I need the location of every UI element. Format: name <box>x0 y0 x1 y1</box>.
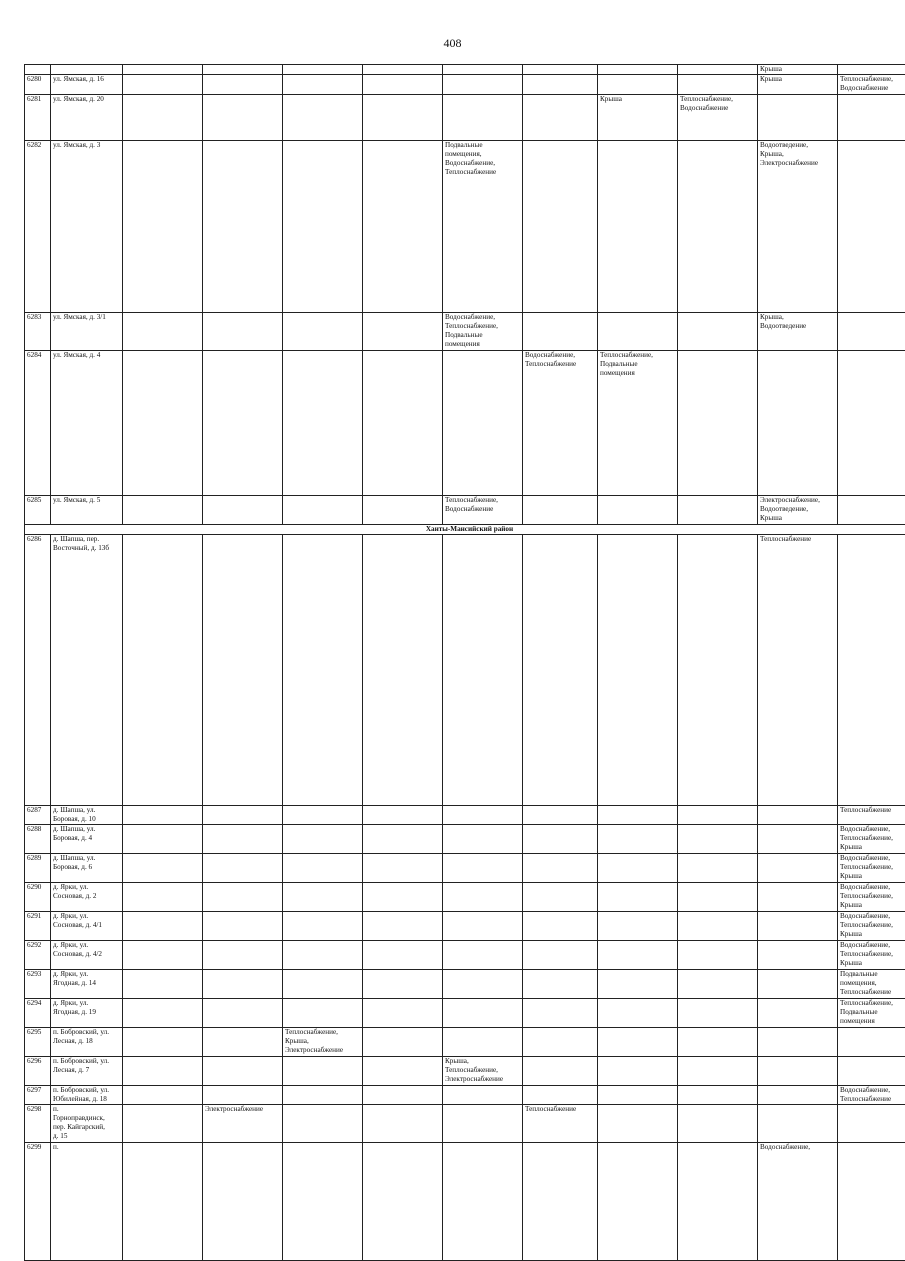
work-type-cell: Водоотведение, Крыша, Электроснабжение <box>758 141 838 313</box>
work-type-cell <box>283 351 363 496</box>
work-type-cell <box>678 1105 758 1143</box>
work-type-cell <box>283 1057 363 1086</box>
work-type-cell <box>363 65 443 75</box>
region-header-row <box>25 525 905 535</box>
work-type-cell <box>523 95 598 141</box>
table-row <box>25 535 905 806</box>
work-type-cell: Теплоснабжение, Крыша, Электроснабжение <box>283 1028 363 1057</box>
work-type-cell <box>363 854 443 883</box>
work-type-cell <box>523 912 598 941</box>
work-type-cell <box>283 1143 363 1261</box>
work-type-cell <box>203 496 283 525</box>
table-row <box>25 806 905 825</box>
work-type-cell <box>758 941 838 970</box>
work-type-cell <box>283 912 363 941</box>
table-row <box>25 313 905 351</box>
work-type-cell <box>598 999 678 1028</box>
table-row <box>25 825 905 854</box>
registry-table-body <box>25 65 905 1261</box>
work-type-cell <box>443 825 523 854</box>
work-type-cell <box>203 825 283 854</box>
work-type-cell <box>363 825 443 854</box>
work-type-cell: Водоснабжение, Теплоснабжение, Крыша <box>838 912 905 941</box>
work-type-cell <box>283 535 363 806</box>
work-type-cell: Электроснабжение <box>203 1105 283 1143</box>
work-type-cell <box>838 1105 905 1143</box>
work-type-cell: Теплоснабжение, Подвальные помещения <box>838 999 905 1028</box>
work-type-cell <box>123 65 203 75</box>
work-type-cell: Теплоснабжение, Водоснабжение <box>838 75 905 95</box>
work-type-cell <box>443 941 523 970</box>
work-type-cell <box>363 912 443 941</box>
work-type-cell <box>523 1086 598 1105</box>
work-type-cell <box>523 496 598 525</box>
work-type-cell <box>283 941 363 970</box>
work-type-cell <box>523 1057 598 1086</box>
work-type-cell <box>203 75 283 95</box>
work-type-cell <box>283 883 363 912</box>
work-type-cell <box>203 95 283 141</box>
work-type-cell <box>123 999 203 1028</box>
work-type-cell <box>443 912 523 941</box>
work-type-cell: Подвальные помещения, Водоснабжение, Теплоснабжение <box>443 141 523 313</box>
work-type-cell <box>838 65 905 75</box>
table-row <box>25 1057 905 1086</box>
address-cell: п. Бобровский, ул. Лесная, д. 7 <box>51 1057 123 1086</box>
work-type-cell <box>203 141 283 313</box>
work-type-cell: Водоснабжение, Теплоснабжение <box>838 1086 905 1105</box>
work-type-cell <box>838 1028 905 1057</box>
work-type-cell <box>678 65 758 75</box>
work-type-cell <box>443 854 523 883</box>
work-type-cell <box>523 141 598 313</box>
work-type-cell: Теплоснабжение <box>523 1105 598 1143</box>
row-number: 6299 <box>25 1143 51 1261</box>
work-type-cell <box>203 1028 283 1057</box>
work-type-cell <box>758 883 838 912</box>
address-cell: п. Бобровский, ул. Лесная, д. 18 <box>51 1028 123 1057</box>
work-type-cell <box>838 95 905 141</box>
region-title: Ханты-Мансийский район <box>25 525 905 535</box>
work-type-cell <box>123 1028 203 1057</box>
work-type-cell <box>598 941 678 970</box>
work-type-cell <box>758 854 838 883</box>
table-row <box>25 141 905 313</box>
work-type-cell <box>363 941 443 970</box>
work-type-cell: Водоснабжение, Теплоснабжение, Подвальные помещения <box>443 313 523 351</box>
address-cell <box>51 65 123 75</box>
work-type-cell <box>443 1143 523 1261</box>
work-type-cell <box>598 141 678 313</box>
work-type-cell <box>283 854 363 883</box>
work-type-cell <box>203 1086 283 1105</box>
work-type-cell <box>598 535 678 806</box>
work-type-cell <box>363 1057 443 1086</box>
work-type-cell <box>598 1057 678 1086</box>
address-cell: ул. Ямская, д. 3 <box>51 141 123 313</box>
row-number: 6291 <box>25 912 51 941</box>
work-type-cell <box>758 970 838 999</box>
work-type-cell <box>678 912 758 941</box>
work-type-cell <box>523 806 598 825</box>
work-type-cell <box>758 1086 838 1105</box>
work-type-cell: Теплоснабжение <box>838 806 905 825</box>
address-cell: ул. Ямская, д. 3/1 <box>51 313 123 351</box>
work-type-cell <box>363 883 443 912</box>
address-cell: д. Ярки, ул. Сосновая, д. 4/1 <box>51 912 123 941</box>
address-cell: д. Шапша, ул. Боровая, д. 10 <box>51 806 123 825</box>
row-number: 6285 <box>25 496 51 525</box>
work-type-cell <box>443 65 523 75</box>
row-number: 6298 <box>25 1105 51 1143</box>
row-number: 6282 <box>25 141 51 313</box>
table-row <box>25 95 905 141</box>
table-row <box>25 970 905 999</box>
work-type-cell: Электроснабжение, Водоотведение, Крыша <box>758 496 838 525</box>
work-type-cell <box>598 806 678 825</box>
table-row <box>25 883 905 912</box>
work-type-cell <box>123 970 203 999</box>
work-type-cell <box>598 1028 678 1057</box>
work-type-cell <box>443 806 523 825</box>
work-type-cell <box>363 1028 443 1057</box>
work-type-cell <box>123 1086 203 1105</box>
work-type-cell: Теплоснабжение <box>758 535 838 806</box>
work-type-cell <box>758 1028 838 1057</box>
work-type-cell <box>838 1143 905 1261</box>
work-type-cell <box>598 970 678 999</box>
address-cell: д. Шапша, ул. Боровая, д. 4 <box>51 825 123 854</box>
work-type-cell <box>363 1105 443 1143</box>
table-row <box>25 854 905 883</box>
address-cell: д. Ярки, ул. Ягодная, д. 14 <box>51 970 123 999</box>
work-type-cell <box>123 141 203 313</box>
work-type-cell: Водоснабжение, Теплоснабжение, Крыша <box>838 941 905 970</box>
work-type-cell <box>123 1143 203 1261</box>
work-type-cell <box>523 825 598 854</box>
row-number <box>25 65 51 75</box>
work-type-cell <box>123 883 203 912</box>
page-number: 408 <box>0 36 905 51</box>
row-number: 6297 <box>25 1086 51 1105</box>
work-type-cell: Теплоснабжение, Подвальные помещения <box>598 351 678 496</box>
work-type-cell: Крыша <box>758 75 838 95</box>
work-type-cell: Водоснабжение, <box>758 1143 838 1261</box>
table-row <box>25 912 905 941</box>
address-cell: ул. Ямская, д. 20 <box>51 95 123 141</box>
work-type-cell <box>123 806 203 825</box>
row-number: 6294 <box>25 999 51 1028</box>
address-cell: п. Горноправдинск, пер. Кайгарский, д. 15 <box>51 1105 123 1143</box>
table-row <box>25 999 905 1028</box>
table-row <box>25 1105 905 1143</box>
work-type-cell <box>598 1086 678 1105</box>
work-type-cell <box>523 941 598 970</box>
address-cell: ул. Ямская, д. 16 <box>51 75 123 95</box>
work-type-cell <box>203 912 283 941</box>
work-type-cell <box>363 313 443 351</box>
work-type-cell <box>678 1028 758 1057</box>
work-type-cell <box>123 496 203 525</box>
work-type-cell <box>443 1105 523 1143</box>
address-cell: п. <box>51 1143 123 1261</box>
work-type-cell <box>598 75 678 95</box>
work-type-cell: Крыша <box>598 95 678 141</box>
work-type-cell <box>758 95 838 141</box>
work-type-cell <box>678 970 758 999</box>
work-type-cell <box>678 1086 758 1105</box>
work-type-cell <box>523 883 598 912</box>
work-type-cell <box>838 496 905 525</box>
work-type-cell <box>678 883 758 912</box>
work-type-cell <box>598 854 678 883</box>
table-row <box>25 75 905 95</box>
work-type-cell <box>283 65 363 75</box>
work-type-cell <box>838 141 905 313</box>
registry-table <box>24 64 905 1261</box>
table-row <box>25 351 905 496</box>
row-number: 6289 <box>25 854 51 883</box>
row-number: 6293 <box>25 970 51 999</box>
work-type-cell: Теплоснабжение, Водоснабжение <box>443 496 523 525</box>
work-type-cell <box>283 95 363 141</box>
row-number: 6280 <box>25 75 51 95</box>
address-cell: п. Бобровский, ул. Юбилейная, д. 18 <box>51 1086 123 1105</box>
work-type-cell: Водоснабжение, Теплоснабжение, Крыша <box>838 825 905 854</box>
work-type-cell <box>283 141 363 313</box>
row-number: 6295 <box>25 1028 51 1057</box>
work-type-cell <box>123 75 203 95</box>
work-type-cell <box>363 1143 443 1261</box>
work-type-cell: Крыша, Теплоснабжение, Электроснабжение <box>443 1057 523 1086</box>
table-row <box>25 496 905 525</box>
work-type-cell <box>363 496 443 525</box>
work-type-cell <box>203 854 283 883</box>
address-cell: д. Ярки, ул. Ягодная, д. 19 <box>51 999 123 1028</box>
work-type-cell <box>123 95 203 141</box>
work-type-cell <box>363 351 443 496</box>
work-type-cell <box>598 825 678 854</box>
work-type-cell <box>838 313 905 351</box>
work-type-cell <box>678 535 758 806</box>
work-type-cell <box>678 496 758 525</box>
work-type-cell <box>363 806 443 825</box>
work-type-cell <box>598 496 678 525</box>
work-type-cell <box>283 313 363 351</box>
work-type-cell <box>203 351 283 496</box>
work-type-cell <box>598 912 678 941</box>
work-type-cell <box>523 65 598 75</box>
work-type-cell <box>283 496 363 525</box>
work-type-cell <box>203 1057 283 1086</box>
work-type-cell <box>523 970 598 999</box>
work-type-cell <box>838 351 905 496</box>
work-type-cell <box>123 351 203 496</box>
work-type-cell <box>123 912 203 941</box>
work-type-cell: Подвальные помещения, Теплоснабжение <box>838 970 905 999</box>
table-row <box>25 1143 905 1261</box>
work-type-cell <box>523 999 598 1028</box>
row-number: 6288 <box>25 825 51 854</box>
work-type-cell <box>758 825 838 854</box>
address-cell: ул. Ямская, д. 5 <box>51 496 123 525</box>
work-type-cell <box>523 535 598 806</box>
work-type-cell: Теплоснабжение, Водоснабжение <box>678 95 758 141</box>
work-type-cell <box>203 999 283 1028</box>
row-number: 6281 <box>25 95 51 141</box>
address-cell: д. Ярки, ул. Сосновая, д. 4/2 <box>51 941 123 970</box>
work-type-cell <box>363 95 443 141</box>
work-type-cell <box>598 883 678 912</box>
work-type-cell <box>203 941 283 970</box>
work-type-cell <box>203 535 283 806</box>
work-type-cell <box>758 912 838 941</box>
work-type-cell <box>523 1143 598 1261</box>
work-type-cell <box>283 806 363 825</box>
work-type-cell <box>678 806 758 825</box>
row-number: 6292 <box>25 941 51 970</box>
work-type-cell <box>443 75 523 95</box>
work-type-cell <box>678 141 758 313</box>
work-type-cell <box>123 535 203 806</box>
work-type-cell <box>598 1143 678 1261</box>
work-type-cell <box>363 970 443 999</box>
work-type-cell: Водоснабжение, Теплоснабжение <box>523 351 598 496</box>
row-number: 6286 <box>25 535 51 806</box>
work-type-cell <box>363 999 443 1028</box>
work-type-cell <box>203 65 283 75</box>
work-type-cell <box>203 806 283 825</box>
row-number: 6284 <box>25 351 51 496</box>
row-number: 6296 <box>25 1057 51 1086</box>
work-type-cell <box>678 1057 758 1086</box>
work-type-cell <box>123 313 203 351</box>
work-type-cell <box>123 1057 203 1086</box>
work-type-cell <box>443 999 523 1028</box>
work-type-cell <box>443 1028 523 1057</box>
work-type-cell <box>203 313 283 351</box>
work-type-cell <box>678 75 758 95</box>
work-type-cell <box>678 313 758 351</box>
work-type-cell <box>203 1143 283 1261</box>
work-type-cell <box>523 75 598 95</box>
work-type-cell <box>363 535 443 806</box>
work-type-cell <box>678 825 758 854</box>
work-type-cell <box>758 1105 838 1143</box>
work-type-cell <box>363 141 443 313</box>
work-type-cell <box>283 75 363 95</box>
row-number: 6290 <box>25 883 51 912</box>
table-row <box>25 1028 905 1057</box>
work-type-cell <box>283 999 363 1028</box>
work-type-cell <box>123 825 203 854</box>
work-type-cell <box>283 1105 363 1143</box>
work-type-cell <box>283 825 363 854</box>
work-type-cell <box>598 313 678 351</box>
work-type-cell <box>283 970 363 999</box>
work-type-cell <box>283 1086 363 1105</box>
work-type-cell <box>363 75 443 95</box>
table-row <box>25 65 905 75</box>
work-type-cell <box>363 1086 443 1105</box>
address-cell: ул. Ямская, д. 4 <box>51 351 123 496</box>
work-type-cell <box>678 351 758 496</box>
work-type-cell <box>443 1086 523 1105</box>
work-type-cell <box>678 1143 758 1261</box>
work-type-cell <box>443 95 523 141</box>
work-type-cell <box>123 1105 203 1143</box>
table-row <box>25 1086 905 1105</box>
address-cell: д. Шапша, ул. Боровая, д. 6 <box>51 854 123 883</box>
work-type-cell <box>523 1028 598 1057</box>
work-type-cell <box>203 970 283 999</box>
work-type-cell <box>838 1057 905 1086</box>
work-type-cell <box>123 941 203 970</box>
work-type-cell: Водоснабжение, Теплоснабжение, Крыша <box>838 883 905 912</box>
work-type-cell <box>203 883 283 912</box>
address-cell: д. Шапша, пер. Восточный, д. 13б <box>51 535 123 806</box>
work-type-cell <box>443 883 523 912</box>
work-type-cell <box>758 999 838 1028</box>
row-number: 6283 <box>25 313 51 351</box>
work-type-cell: Крыша, Водоотведение <box>758 313 838 351</box>
work-type-cell <box>758 806 838 825</box>
address-cell: д. Ярки, ул. Сосновая, д. 2 <box>51 883 123 912</box>
work-type-cell <box>678 941 758 970</box>
work-type-cell <box>838 535 905 806</box>
table-row <box>25 941 905 970</box>
work-type-cell <box>443 535 523 806</box>
work-type-cell: Крыша <box>758 65 838 75</box>
row-number: 6287 <box>25 806 51 825</box>
work-type-cell <box>523 854 598 883</box>
work-type-cell <box>443 351 523 496</box>
work-type-cell <box>758 351 838 496</box>
work-type-cell <box>443 970 523 999</box>
work-type-cell <box>123 854 203 883</box>
work-type-cell <box>758 1057 838 1086</box>
work-type-cell <box>598 1105 678 1143</box>
work-type-cell: Водоснабжение, Теплоснабжение, Крыша <box>838 854 905 883</box>
work-type-cell <box>678 854 758 883</box>
work-type-cell <box>523 313 598 351</box>
work-type-cell <box>678 999 758 1028</box>
work-type-cell <box>598 65 678 75</box>
